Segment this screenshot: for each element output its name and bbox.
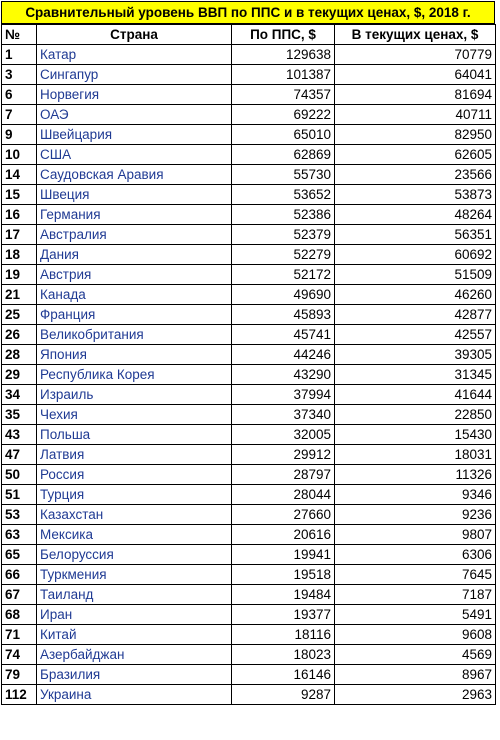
ppp-cell: 18116 — [232, 625, 335, 645]
country-cell: Израиль — [37, 385, 232, 405]
rank-cell: 63 — [2, 525, 37, 545]
ppp-cell: 9287 — [232, 685, 335, 705]
rank-cell: 1 — [2, 45, 37, 65]
table-row — [2, 285, 496, 305]
rank-cell: 47 — [2, 445, 37, 465]
current-price-cell: 31345 — [335, 365, 496, 385]
table-row — [2, 365, 496, 385]
country-cell: Россия — [37, 465, 232, 485]
country-cell: Австрия — [37, 265, 232, 285]
country-cell: Иран — [37, 605, 232, 625]
current-price-cell: 64041 — [335, 65, 496, 85]
table-row — [2, 45, 496, 65]
rank-cell: 28 — [2, 345, 37, 365]
rank-cell: 71 — [2, 625, 37, 645]
current-price-cell: 5491 — [335, 605, 496, 625]
current-price-cell: 60692 — [335, 245, 496, 265]
rank-cell: 10 — [2, 145, 37, 165]
rank-cell: 66 — [2, 565, 37, 585]
gdp-table — [1, 24, 496, 705]
ppp-cell: 49690 — [232, 285, 335, 305]
ppp-cell: 44246 — [232, 345, 335, 365]
country-cell: Бразилия — [37, 665, 232, 685]
current-price-cell: 9346 — [335, 485, 496, 505]
ppp-cell: 45893 — [232, 305, 335, 325]
ppp-cell: 18023 — [232, 645, 335, 665]
current-price-cell: 2963 — [335, 685, 496, 705]
country-cell: Саудовская Аравия — [37, 165, 232, 185]
current-price-cell: 41644 — [335, 385, 496, 405]
table-row — [2, 445, 496, 465]
country-cell: Япония — [37, 345, 232, 365]
rank-cell: 29 — [2, 365, 37, 385]
country-cell: Азербайджан — [37, 645, 232, 665]
rank-cell: 3 — [2, 65, 37, 85]
rank-cell: 74 — [2, 645, 37, 665]
current-price-cell: 70779 — [335, 45, 496, 65]
country-cell: Норвегия — [37, 85, 232, 105]
country-cell: Турция — [37, 485, 232, 505]
ppp-cell: 28044 — [232, 485, 335, 505]
ppp-cell: 129638 — [232, 45, 335, 65]
rank-cell: 112 — [2, 685, 37, 705]
ppp-cell: 19518 — [232, 565, 335, 585]
table-row — [2, 65, 496, 85]
table-row — [2, 485, 496, 505]
rank-cell: 6 — [2, 85, 37, 105]
current-price-cell: 56351 — [335, 225, 496, 245]
current-price-cell: 9807 — [335, 525, 496, 545]
current-price-cell: 51509 — [335, 265, 496, 285]
current-price-cell: 82950 — [335, 125, 496, 145]
ppp-cell: 52279 — [232, 245, 335, 265]
table-row — [2, 165, 496, 185]
current-price-cell: 4569 — [335, 645, 496, 665]
ppp-cell: 74357 — [232, 85, 335, 105]
table-row — [2, 645, 496, 665]
ppp-cell: 19377 — [232, 605, 335, 625]
rank-cell: 18 — [2, 245, 37, 265]
table-body — [2, 45, 496, 705]
ppp-cell: 52379 — [232, 225, 335, 245]
ppp-cell: 62869 — [232, 145, 335, 165]
current-price-cell: 46260 — [335, 285, 496, 305]
table-row — [2, 585, 496, 605]
country-cell: Казахстан — [37, 505, 232, 525]
country-cell: Польша — [37, 425, 232, 445]
current-price-cell: 15430 — [335, 425, 496, 445]
current-price-cell: 39305 — [335, 345, 496, 365]
country-cell: ОАЭ — [37, 105, 232, 125]
country-cell: Таиланд — [37, 585, 232, 605]
country-cell: Китай — [37, 625, 232, 645]
table-row — [2, 465, 496, 485]
table-row — [2, 385, 496, 405]
ppp-cell: 37994 — [232, 385, 335, 405]
country-cell: Белоруссия — [37, 545, 232, 565]
header-country: Страна — [37, 25, 232, 45]
country-cell: Швейцария — [37, 125, 232, 145]
ppp-cell: 28797 — [232, 465, 335, 485]
ppp-cell: 69222 — [232, 105, 335, 125]
current-price-cell: 11326 — [335, 465, 496, 485]
country-cell: Сингапур — [37, 65, 232, 85]
country-cell: Республика Корея — [37, 365, 232, 385]
rank-cell: 51 — [2, 485, 37, 505]
ppp-cell: 32005 — [232, 425, 335, 445]
current-price-cell: 18031 — [335, 445, 496, 465]
current-price-cell: 23566 — [335, 165, 496, 185]
table-row — [2, 605, 496, 625]
current-price-cell: 42557 — [335, 325, 496, 345]
table-row — [2, 85, 496, 105]
country-cell: Великобритания — [37, 325, 232, 345]
ppp-cell: 16146 — [232, 665, 335, 685]
rank-cell: 17 — [2, 225, 37, 245]
ppp-cell: 37340 — [232, 405, 335, 425]
table-row — [2, 205, 496, 225]
rank-cell: 34 — [2, 385, 37, 405]
current-price-cell: 53873 — [335, 185, 496, 205]
header-rank: № — [2, 25, 37, 45]
current-price-cell: 7645 — [335, 565, 496, 585]
current-price-cell: 62605 — [335, 145, 496, 165]
table-row — [2, 225, 496, 245]
country-cell: США — [37, 145, 232, 165]
ppp-cell: 55730 — [232, 165, 335, 185]
country-cell: Германия — [37, 205, 232, 225]
table-row — [2, 245, 496, 265]
table-row — [2, 325, 496, 345]
ppp-cell: 29912 — [232, 445, 335, 465]
ppp-cell: 101387 — [232, 65, 335, 85]
rank-cell: 14 — [2, 165, 37, 185]
country-cell: Туркмения — [37, 565, 232, 585]
current-price-cell: 40711 — [335, 105, 496, 125]
gdp-table-container — [1, 1, 496, 705]
rank-cell: 79 — [2, 665, 37, 685]
ppp-cell: 53652 — [232, 185, 335, 205]
rank-cell: 26 — [2, 325, 37, 345]
rank-cell: 65 — [2, 545, 37, 565]
header-ppp: По ППС, $ — [232, 25, 335, 45]
current-price-cell: 7187 — [335, 585, 496, 605]
ppp-cell: 43290 — [232, 365, 335, 385]
table-row — [2, 425, 496, 445]
table-row — [2, 525, 496, 545]
current-price-cell: 9608 — [335, 625, 496, 645]
table-title: Сравнительный уровень ВВП по ППС и в текущих ценах, $, 2018 г. — [1, 1, 495, 24]
table-row — [2, 185, 496, 205]
table-row — [2, 125, 496, 145]
rank-cell: 9 — [2, 125, 37, 145]
table-row — [2, 505, 496, 525]
country-cell: Катар — [37, 45, 232, 65]
table-row — [2, 265, 496, 285]
current-price-cell: 6306 — [335, 545, 496, 565]
ppp-cell: 65010 — [232, 125, 335, 145]
ppp-cell: 27660 — [232, 505, 335, 525]
rank-cell: 68 — [2, 605, 37, 625]
current-price-cell: 42877 — [335, 305, 496, 325]
rank-cell: 53 — [2, 505, 37, 525]
header-row — [2, 25, 496, 45]
rank-cell: 35 — [2, 405, 37, 425]
country-cell: Австралия — [37, 225, 232, 245]
table-row — [2, 405, 496, 425]
table-row — [2, 545, 496, 565]
ppp-cell: 52172 — [232, 265, 335, 285]
table-row — [2, 345, 496, 365]
country-cell: Чехия — [37, 405, 232, 425]
current-price-cell: 9236 — [335, 505, 496, 525]
table-row — [2, 665, 496, 685]
rank-cell: 25 — [2, 305, 37, 325]
rank-cell: 50 — [2, 465, 37, 485]
country-cell: Франция — [37, 305, 232, 325]
ppp-cell: 19484 — [232, 585, 335, 605]
current-price-cell: 22850 — [335, 405, 496, 425]
country-cell: Мексика — [37, 525, 232, 545]
rank-cell: 21 — [2, 285, 37, 305]
table-row — [2, 305, 496, 325]
rank-cell: 67 — [2, 585, 37, 605]
country-cell: Дания — [37, 245, 232, 265]
rank-cell: 16 — [2, 205, 37, 225]
rank-cell: 7 — [2, 105, 37, 125]
ppp-cell: 45741 — [232, 325, 335, 345]
country-cell: Украина — [37, 685, 232, 705]
table-row — [2, 105, 496, 125]
rank-cell: 19 — [2, 265, 37, 285]
table-row — [2, 565, 496, 585]
header-current-prices: В текущих ценах, $ — [335, 25, 496, 45]
country-cell: Латвия — [37, 445, 232, 465]
current-price-cell: 8967 — [335, 665, 496, 685]
rank-cell: 43 — [2, 425, 37, 445]
current-price-cell: 48264 — [335, 205, 496, 225]
ppp-cell: 20616 — [232, 525, 335, 545]
table-row — [2, 145, 496, 165]
ppp-cell: 52386 — [232, 205, 335, 225]
country-cell: Швеция — [37, 185, 232, 205]
current-price-cell: 81694 — [335, 85, 496, 105]
table-row — [2, 625, 496, 645]
country-cell: Канада — [37, 285, 232, 305]
table-row — [2, 685, 496, 705]
ppp-cell: 19941 — [232, 545, 335, 565]
rank-cell: 15 — [2, 185, 37, 205]
